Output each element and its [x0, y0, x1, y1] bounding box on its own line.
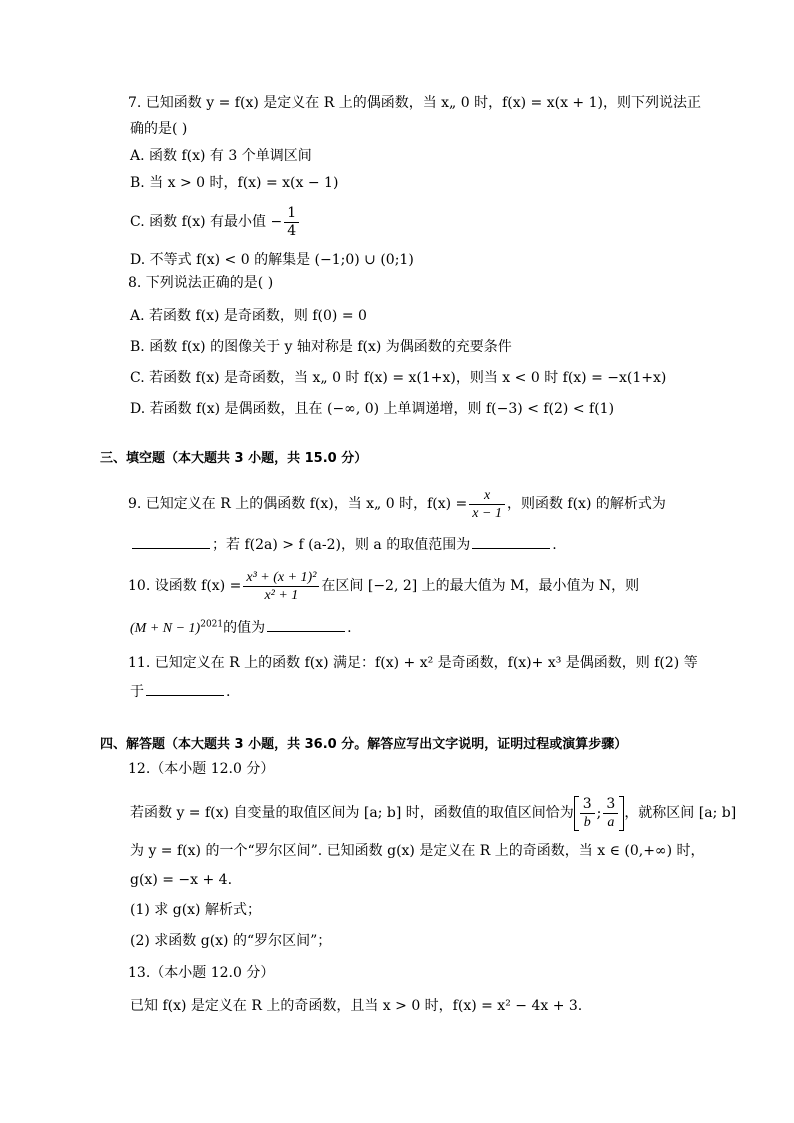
q7-option-c-text: C. 函数 f(x) 有最小值 − — [130, 214, 283, 230]
q12-line1-text: 若函数 y = f(x) 自变量的取值区间为 [a; b] 时，函数值的取值区间恰为 — [130, 805, 574, 821]
q8-option-a: A. 若函数 f(x) 是奇函数，则 f(0) = 0 — [130, 308, 367, 324]
q12-line1-post: ，就称区间 [a; b] — [624, 805, 737, 821]
q10-line2 — [104, 609, 714, 647]
q10-text-pre: 10. 设函数 f(x) = — [128, 578, 242, 594]
q8-option-d: D. 若函数 f(x) 是偶函数，且在 (−∞, 0) 上单调递增，则 f(−3) < f(2) < f(1) — [130, 401, 615, 417]
q10-expression: (M + N − 1) — [130, 621, 201, 636]
q10-line2-end: . — [347, 620, 352, 636]
fraction-denominator: x − 1 — [472, 505, 502, 521]
q8-stem: 8. 下列说法正确的是( ) — [128, 275, 274, 291]
fraction-denominator: x² + 1 — [264, 587, 299, 603]
q12-line2: 为 y = f(x) 的一个“罗尔区间”. 已知函数 g(x) 是定义在 R 上的奇函数，当 x ∈ (0,+∞) 时， — [130, 843, 705, 859]
q11-line2 — [104, 679, 714, 735]
q12-line1 — [104, 793, 737, 837]
fraction-denominator: 4 — [287, 222, 297, 239]
q12-part-2: (2) 求函数 g(x) 的“罗尔区间”； — [130, 933, 332, 949]
q10-text-post: 在区间 [−2, 2] 上的最大值为 M，最小值为 N，则 — [321, 578, 640, 594]
q13-heading: 13.（本小题 12.0 分） — [128, 965, 275, 981]
q10-exponent: 2021 — [200, 619, 224, 630]
section-4-heading: 四、解答题（本大题共 3 小题，共 36.0 分。解答应写出文字说明，证明过程或演算步骤） — [100, 737, 628, 752]
fraction-numerator: 1 — [284, 205, 299, 223]
fraction-numerator: 3 — [580, 796, 595, 814]
q8-option-b: B. 函数 f(x) 的图像关于 y 轴对称是 f(x) 为偶函数的充要条件 — [130, 339, 512, 355]
q9-line2 — [104, 527, 714, 563]
section-3-heading: 三、填空题（本大题共 3 小题，共 15.0 分） — [100, 451, 368, 466]
fraction-numerator: x — [469, 487, 505, 505]
fraction-numerator: 3 — [603, 796, 618, 814]
fraction-numerator: x³ + (x + 1)² — [243, 569, 319, 587]
q7-option-d: D. 不等式 f(x) < 0 的解集是 (−1;0) ∪ (0;1) — [130, 252, 414, 268]
q10-answer-blank[interactable] — [267, 617, 345, 632]
q9-answer-blank-2[interactable] — [472, 534, 550, 549]
q11-line2-end: . — [226, 684, 231, 700]
fraction-denominator: a — [607, 814, 615, 830]
q9-line2-end: . — [552, 537, 557, 553]
q12-part-1: (1) 求 g(x) 解析式； — [130, 902, 261, 918]
q9-line2-text: ；若 f(2a) > f (a-2)，则 a 的取值范围为 — [212, 537, 471, 553]
q7-stem-line1: 7. 已知函数 y = f(x) 是定义在 R 上的偶函数，当 x„ 0 时，f(x) = x(x + 1)，则下列说法正 — [128, 95, 701, 111]
q12-fraction-2 — [603, 796, 618, 831]
q11-line2-text: 于 — [130, 684, 144, 700]
q7-stem-line2: 确的是( ) — [130, 121, 188, 137]
q13-line1: 已知 f(x) 是定义在 R 上的奇函数，且当 x > 0 时，f(x) = x² − 4x + 3. — [130, 998, 583, 1014]
q9-answer-blank-1[interactable] — [132, 534, 210, 549]
q10-fraction — [243, 569, 319, 604]
q8-option-c: C. 若函数 f(x) 是奇函数，当 x„ 0 时 f(x) = x(1+x)，则当 x < 0 时 f(x) = −x(1+x) — [130, 370, 667, 386]
q11-line1: 11. 已知定义在 R 上的函数 f(x) 满足：f(x) + x² 是奇函数，f(x)+ x³ 是偶函数，则 f(2) 等 — [128, 655, 698, 671]
q12-line3: g(x) = −x + 4. — [130, 872, 233, 888]
q9-fraction — [469, 487, 505, 522]
q10-line1 — [104, 563, 714, 609]
q7-option-b: B. 当 x > 0 时，f(x) = x(x − 1) — [130, 175, 339, 191]
q9-text-post: ，则函数 f(x) 的解析式为 — [506, 496, 666, 512]
q9-text-pre: 9. 已知定义在 R 上的偶函数 f(x)，当 x„ 0 时，f(x) = — [128, 496, 468, 512]
q12-interval-bracket — [574, 796, 625, 831]
q12-heading: 12.（本小题 12.0 分） — [128, 761, 275, 777]
q10-line2-text: 的值为 — [223, 620, 266, 636]
q7-option-c — [104, 199, 714, 245]
q12-separator: ; — [596, 805, 602, 821]
q7-option-a: A. 函数 f(x) 有 3 个单调区间 — [130, 148, 312, 164]
q12-fraction-1 — [580, 796, 595, 831]
q11-answer-blank[interactable] — [146, 681, 224, 696]
q7-option-c-fraction — [284, 205, 299, 240]
q9-line1 — [104, 481, 714, 527]
fraction-denominator: b — [583, 814, 591, 830]
